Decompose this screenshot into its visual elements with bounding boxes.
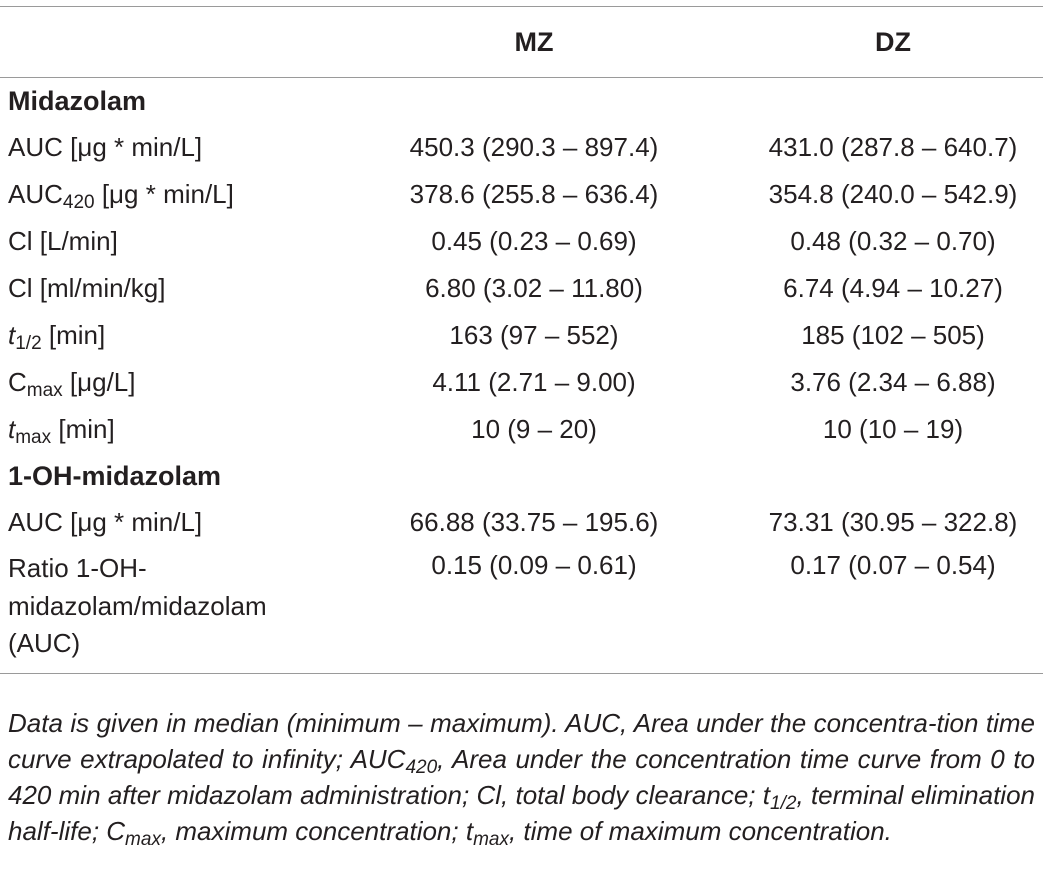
label-rest: [min]	[41, 319, 106, 350]
label-line: (AUC)	[8, 628, 81, 659]
row-label	[0, 359, 365, 406]
row-label: Cl [L/min]	[8, 225, 118, 256]
row-label	[0, 171, 365, 218]
label-rest: [min]	[51, 413, 115, 444]
section-title-oh-midazolam: 1-OH-midazolam	[8, 460, 222, 491]
cell-mz: 6.80 (3.02 – 11.80)	[425, 272, 643, 303]
row-label: AUC [μg * min/L]	[8, 506, 203, 537]
cell-mz: 378.6 (255.8 – 636.4)	[409, 178, 659, 209]
cell-dz: 431.0 (287.8 – 640.7)	[768, 131, 1018, 162]
pharmacokinetics-table	[0, 6, 1043, 674]
cell-mz: 10 (9 – 20)	[471, 413, 597, 444]
cell-dz: 6.74 (4.94 – 10.27)	[783, 272, 1003, 303]
footnote-sub: 420	[405, 757, 438, 778]
cell-dz: 10 (10 – 19)	[822, 413, 964, 444]
label-main: C	[8, 366, 27, 397]
section-row	[0, 453, 1043, 499]
header-dz: DZ	[703, 7, 1043, 78]
row-label	[0, 312, 365, 359]
table-row	[0, 499, 1043, 546]
footnote-text: , terminal elimination half-life; C	[8, 780, 1035, 846]
cell-mz: 66.88 (33.75 – 195.6)	[409, 506, 659, 537]
label-sub: 1/2	[15, 332, 42, 354]
label-main: AUC	[8, 178, 63, 209]
label-rest: [μg/L]	[62, 366, 136, 397]
header-mz: MZ	[365, 7, 703, 78]
label-sub: max	[15, 426, 52, 448]
table-row	[0, 171, 1043, 218]
table-row	[0, 312, 1043, 359]
label-rest: [μg * min/L]	[94, 178, 234, 209]
footnote-sub: max	[473, 829, 509, 850]
table-row	[0, 218, 1043, 265]
header-blank	[0, 7, 365, 78]
label-main: t	[8, 319, 16, 350]
label-line: midazolam/midazolam	[8, 590, 267, 621]
footnote-text: , time of maximum concentration.	[508, 816, 892, 846]
row-label: AUC [μg * min/L]	[8, 131, 203, 162]
table-row	[0, 124, 1043, 171]
footnote-sub: 1/2	[770, 793, 797, 814]
table-row	[0, 265, 1043, 312]
cell-mz: 4.11 (2.71 – 9.00)	[432, 366, 636, 397]
label-line: Ratio 1-OH-	[8, 553, 147, 583]
section-title-midazolam: Midazolam	[8, 85, 147, 116]
row-label	[0, 406, 365, 453]
label-sub: 420	[62, 191, 95, 213]
cell-dz: 354.8 (240.0 – 542.9)	[768, 178, 1018, 209]
footnote-text: , Area under the concentration time curve from 0 to 420 min after midazolam administration; Cl, total body clearance; t	[8, 744, 1035, 810]
table-footnote	[8, 705, 1035, 849]
row-label: Cl [ml/min/kg]	[8, 272, 166, 303]
footnote-text: , maximum concentration; t	[160, 816, 474, 846]
header-row	[0, 7, 1043, 78]
section-row	[0, 78, 1043, 125]
cell-dz: 0.48 (0.32 – 0.70)	[790, 225, 996, 256]
cell-mz: 0.45 (0.23 – 0.69)	[431, 225, 637, 256]
row-label	[0, 546, 365, 674]
cell-dz: 185 (102 – 505)	[801, 319, 985, 350]
cell-dz: 73.31 (30.95 – 322.8)	[768, 506, 1018, 537]
label-sub: max	[26, 379, 63, 401]
table-row	[0, 406, 1043, 453]
cell-mz: 450.3 (290.3 – 897.4)	[409, 131, 659, 162]
table-row	[0, 546, 1043, 674]
footnote-sub: max	[125, 829, 161, 850]
cell-mz: 0.15 (0.09 – 0.61)	[365, 546, 703, 674]
cell-mz: 163 (97 – 552)	[449, 319, 619, 350]
cell-dz: 3.76 (2.34 – 6.88)	[790, 366, 996, 397]
table-row	[0, 359, 1043, 406]
cell-dz: 0.17 (0.07 – 0.54)	[703, 546, 1043, 674]
label-main: t	[8, 413, 16, 444]
footnote-text: Data is given in median (minimum – maximum). AUC, Area under the concentra-tion time curve extrapolated to infinity; AUC	[8, 708, 1035, 774]
